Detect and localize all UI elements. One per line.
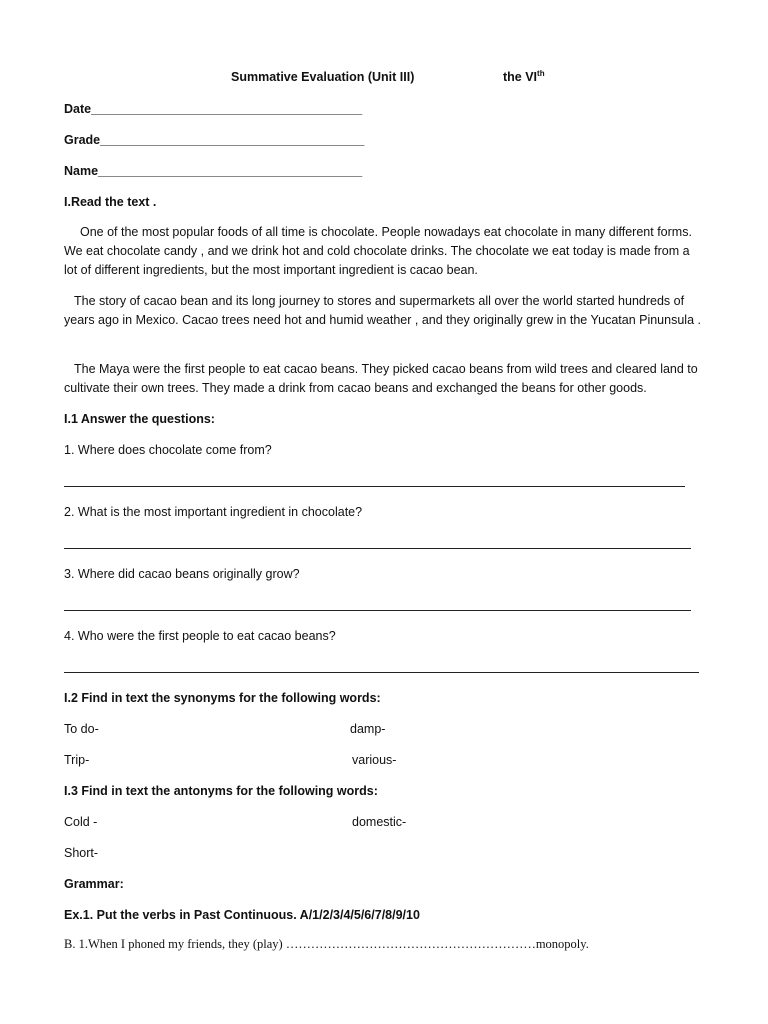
- antonym-word: domestic-: [352, 815, 407, 829]
- paragraph-text: The Maya were the first people to eat cacao beans. They picked cacao beans from wild trees and cleared land to cultivate their own trees. They made a drink from cacao beans and exchanged the beans for other goods.: [64, 362, 698, 395]
- date-field[interactable]: Date_______________________________________: [64, 102, 363, 116]
- reading-heading: I.Read the text .: [64, 195, 157, 209]
- question-4: 4. Who were the first people to eat cacao beans?: [64, 629, 336, 643]
- reading-paragraph: [64, 223, 706, 280]
- antonym-word: Cold -: [64, 815, 98, 829]
- answer-line-1[interactable]: [64, 486, 685, 487]
- question-2: 2. What is the most important ingredient in chocolate?: [64, 505, 363, 519]
- answer-line-4[interactable]: [64, 672, 699, 673]
- grammar-heading: Grammar:: [64, 877, 124, 891]
- synonym-word: To do-: [64, 722, 99, 736]
- grammar-exercise: Ex.1. Put the verbs in Past Continuous. A/1/2/3/4/5/6/7/8/9/10: [64, 908, 420, 922]
- question-3: 3. Where did cacao beans originally grow?: [64, 567, 300, 581]
- synonym-word: various-: [352, 753, 397, 767]
- paragraph-text: One of the most popular foods of all time is chocolate. People nowadays eat chocolate in many different forms. We eat chocolate candy , and we drink hot and cold chocolate drinks. The chocolate we eat today is made from a lot of different ingredients, but the most important ingredient is cacao bean.: [64, 225, 692, 277]
- antonyms-heading: I.3 Find in text the antonyms for the following words:: [64, 784, 378, 798]
- synonym-word: damp-: [350, 722, 386, 736]
- grammar-sentence: B. 1.When I phoned my friends, they (play) ……………………………………………………monopoly.: [64, 937, 589, 951]
- reading-paragraph: [64, 360, 706, 398]
- questions-heading: I.1 Answer the questions:: [64, 412, 215, 426]
- question-1: 1. Where does chocolate come from?: [64, 443, 272, 457]
- antonym-word: Short-: [64, 846, 99, 860]
- answer-line-2[interactable]: [64, 548, 691, 549]
- paragraph-text: The story of cacao bean and its long journey to stores and supermarkets all over the world started hundreds of years ago in Mexico. Cacao trees need hot and humid weather , and they originally grew in the Yucatan Pinunsula .: [64, 294, 701, 327]
- synonyms-heading: I.2 Find in text the synonyms for the following words:: [64, 691, 381, 705]
- grade-level-base: the VI: [503, 70, 538, 84]
- grade-field[interactable]: Grade______________________________________: [64, 133, 365, 147]
- worksheet-title: Summative Evaluation (Unit III): [231, 70, 415, 84]
- synonym-word: Trip-: [64, 753, 90, 767]
- grade-level-suffix: th: [537, 68, 545, 78]
- name-field[interactable]: Name______________________________________: [64, 164, 363, 178]
- grade-level-label: [503, 68, 545, 87]
- answer-line-3[interactable]: [64, 610, 691, 611]
- reading-paragraph: [64, 292, 706, 330]
